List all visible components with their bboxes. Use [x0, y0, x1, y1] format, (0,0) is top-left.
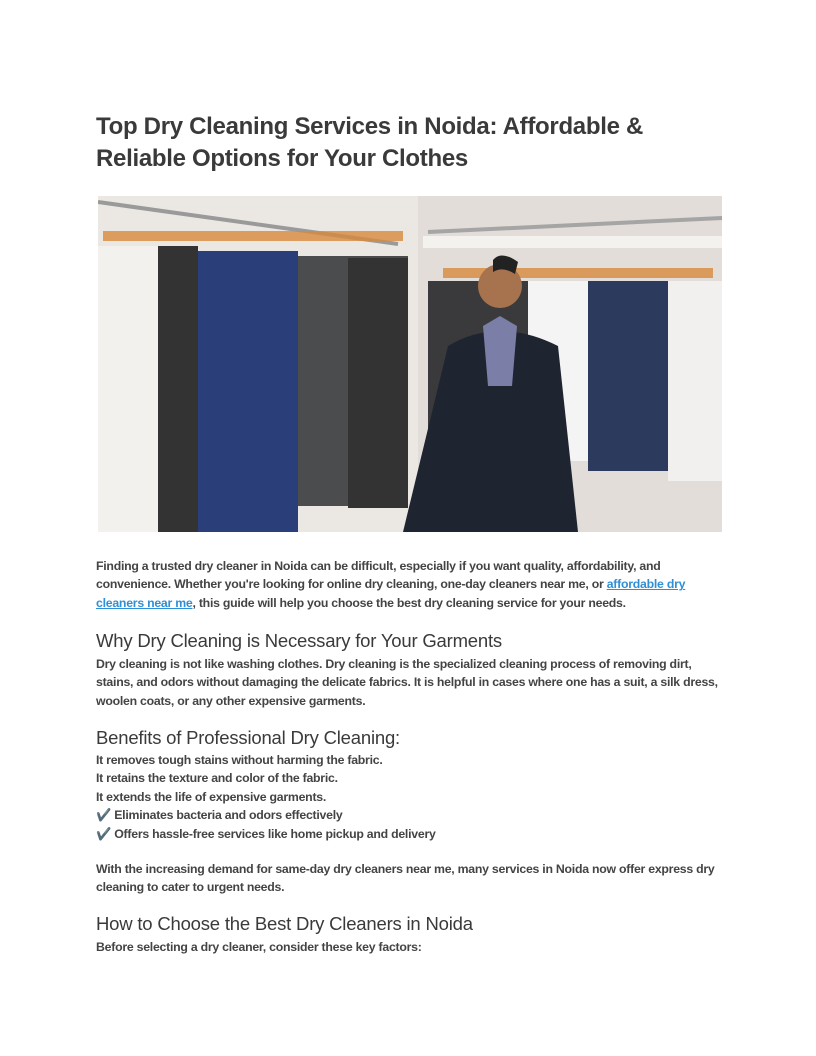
intro-text-end: , this guide will help you choose the best dry cleaning service for your needs. [192, 595, 626, 610]
page-title: Top Dry Cleaning Services in Noida: Affordable & Reliable Options for Your Clothes [96, 113, 644, 172]
affordable-dry-cleaners-link[interactable]: affordable dry cleaners near me [96, 577, 686, 610]
section-heading-choose: How to Choose the Best Dry Cleaners in Noida [96, 913, 473, 934]
section-body-choose: Before selecting a dry cleaner, consider these key factors: [96, 940, 422, 954]
section-body-why: Dry cleaning is not like washing clothes. Dry cleaning is the specialized cleaning process of removing dirt, stains, and odors without damaging the delicate fabrics. It is helpful in cases where one has a suit, a silk dress, woolen coats, or any other expensive garments. [96, 657, 718, 708]
intro-text: Finding a trusted dry cleaner in Noida can be difficult, especially if you want quality, affordability, and convenience. Whether you're looking for online dry cleaning, one-day cleaners near me, or [96, 559, 661, 592]
benefits-list [96, 751, 722, 843]
hero-image [98, 196, 722, 532]
intro-paragraph [96, 557, 722, 612]
section-body-benefits: With the increasing demand for same-day dry cleaners near me, many services in Noida now offer express dry cleaning to cater to urgent needs. [96, 862, 715, 895]
list-item: ✔️ Eliminates bacteria and odors effectively [96, 808, 343, 823]
closet-photo-icon [98, 196, 722, 532]
list-item: ✔️ Offers hassle-free services like home pickup and delivery [96, 826, 436, 841]
section-heading-why: Why Dry Cleaning is Necessary for Your Garments [96, 630, 502, 651]
list-item: It removes tough stains without harming the fabric. [96, 753, 383, 767]
section-heading-benefits: Benefits of Professional Dry Cleaning: [96, 727, 400, 748]
list-item: It extends the life of expensive garments. [96, 789, 327, 804]
list-item: It retains the texture and color of the fabric. [96, 771, 338, 786]
